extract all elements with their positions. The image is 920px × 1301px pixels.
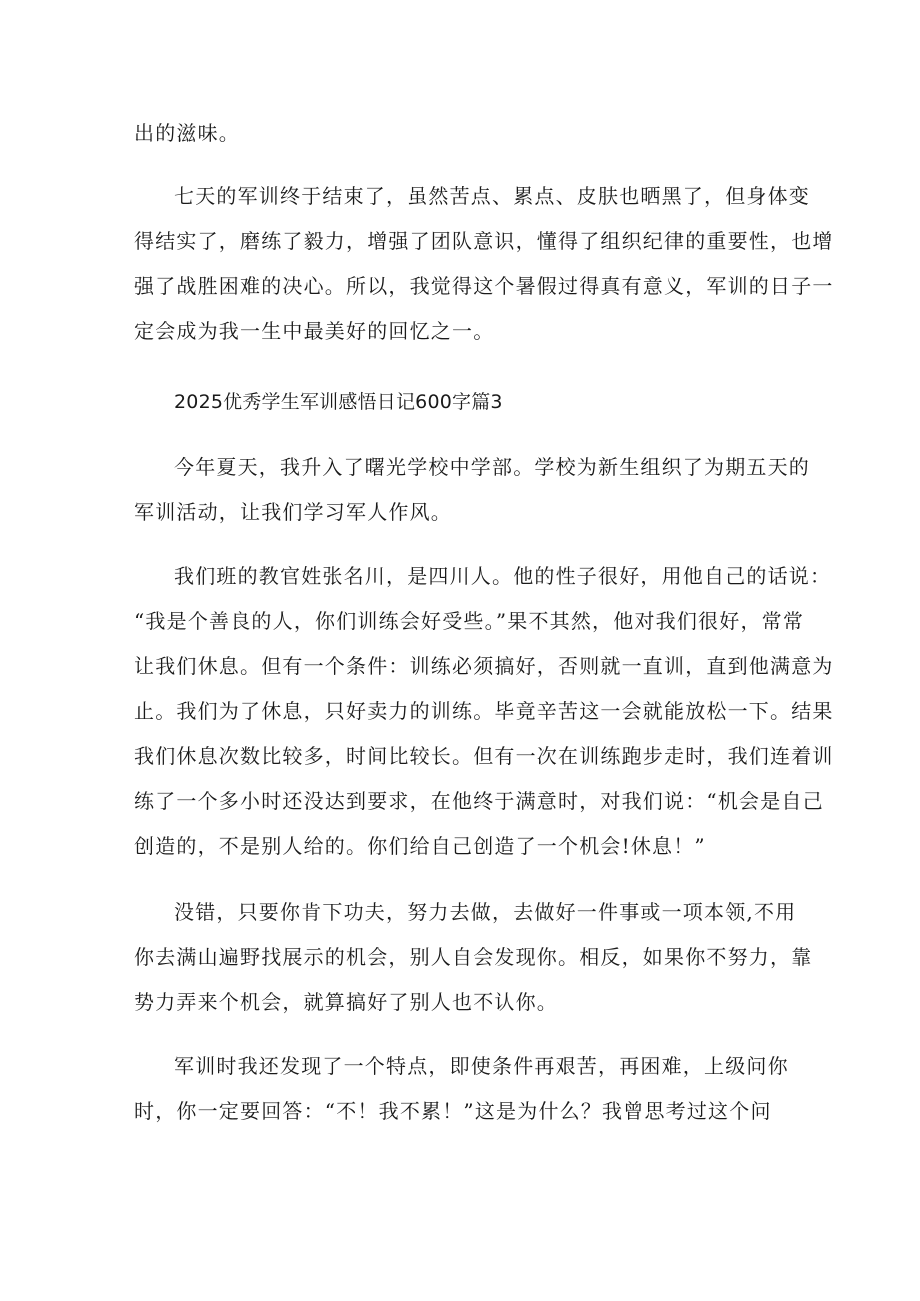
paragraph-line: “我是个善良的人，你们训练会好受些。”果不其然，他对我们很好，常常	[134, 609, 805, 633]
paragraph-line: 我们班的教官姓张名川，是四川人。他的性子很好，用他自己的话说：	[174, 564, 832, 588]
paragraph-line: 七天的军训终于结束了，虽然苦点、累点、皮肤也晒黑了，但身体变	[174, 184, 810, 208]
paragraph-line: 势力弄来个机会，就算搞好了别人也不认你。	[134, 990, 558, 1014]
paragraph-line: 得结实了，磨练了毅力，增强了团队意识，懂得了组织纪律的重要性，也增	[134, 229, 834, 253]
paragraph-line: 练了一个多小时还没达到要求，在他终于满意时，对我们说：“机会是自己	[134, 789, 824, 813]
paragraph-line: 你去满山遍野找展示的机会，别人自会发现你。相反，如果你不努力，靠	[134, 945, 813, 969]
paragraph-line: 出的滋味。	[134, 121, 240, 145]
paragraph-line: 止。我们为了休息，只好卖力的训练。毕竟辛苦这一会就能放松一下。结果	[134, 699, 834, 723]
paragraph-line: 强了战胜困难的决心。所以，我觉得这个暑假过得真有意义，军训的日子一	[134, 274, 834, 298]
paragraph-line: 让我们休息。但有一个条件：训练必须搞好，否则就一直训，直到他满意为	[134, 654, 834, 678]
paragraph-line: 今年夏天，我升入了曙光学校中学部。学校为新生组织了为期五天的	[174, 455, 810, 479]
paragraph-line: 我们休息次数比较多，时间比较长。但有一次在训练跑步走时，我们连着训	[134, 744, 834, 768]
paragraph-line: 没错，只要你肯下功夫，努力去做，去做好一件事或一项本领,不用	[174, 900, 797, 924]
paragraph-line: 时，你一定要回答：“不！我不累！”这是为什么？我曾思考过这个问	[134, 1099, 772, 1123]
section-heading: 2025优秀学生军训感悟日记600字篇3	[174, 391, 503, 413]
paragraph-line: 定会成为我一生中最美好的回忆之一。	[134, 319, 495, 343]
paragraph-line: 创造的，不是别人给的。你们给自己创造了一个机会!休息！”	[134, 834, 706, 858]
paragraph-line: 军训时我还发现了一个特点，即使条件再艰苦，再困难，上级问你	[174, 1054, 789, 1078]
paragraph-line: 军训活动，让我们学习军人作风。	[134, 500, 452, 524]
